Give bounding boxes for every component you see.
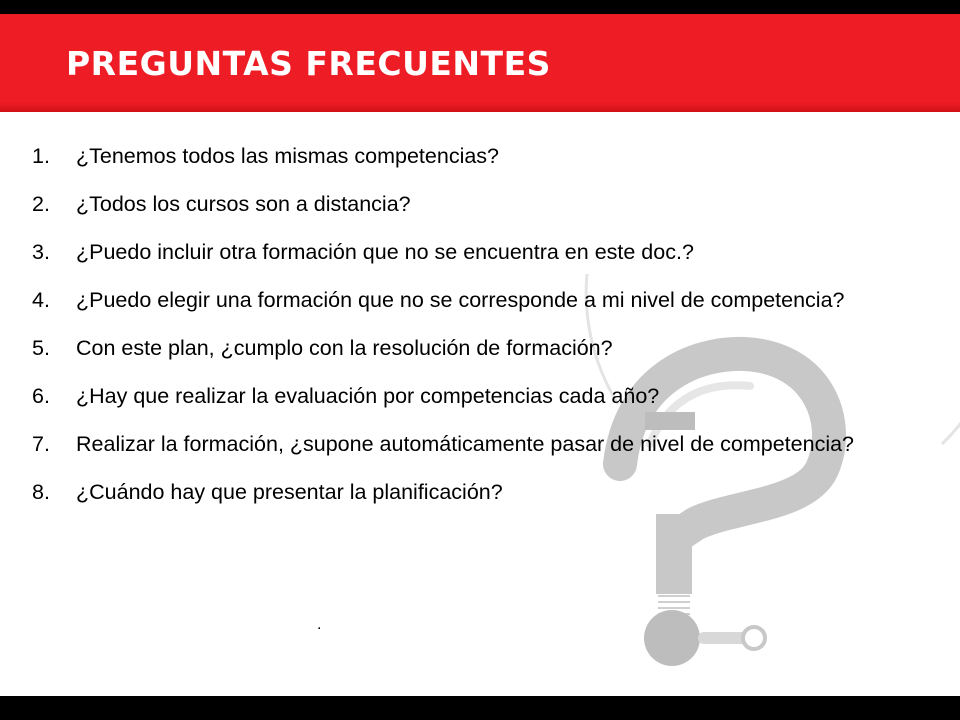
item-number: 7. <box>32 432 50 456</box>
list-item <box>32 420 912 468</box>
list-item <box>32 132 912 180</box>
list-item <box>32 372 912 420</box>
item-text: ¿Puedo elegir una formación que no se corresponde a mi nivel de competencia? <box>76 288 845 312</box>
item-text: ¿Todos los cursos son a distancia? <box>76 192 411 216</box>
faq-list <box>32 132 912 516</box>
item-number: 3. <box>32 240 50 264</box>
item-text: Realizar la formación, ¿supone automáticamente pasar de nivel de competencia? <box>76 432 855 456</box>
trailing-mark: . <box>317 616 322 633</box>
top-frame-bar <box>0 0 960 14</box>
watermark-rod <box>698 632 750 644</box>
item-text: ¿Tenemos todos las mismas competencias? <box>76 144 500 168</box>
list-item <box>32 228 912 276</box>
watermark-ring <box>743 627 765 649</box>
item-number: 6. <box>32 384 50 408</box>
list-item <box>32 276 912 324</box>
list-item <box>32 324 912 372</box>
bottom-frame-bar <box>0 696 960 720</box>
item-number: 1. <box>32 144 50 168</box>
header-shadow <box>0 102 960 112</box>
item-number: 5. <box>32 336 50 360</box>
item-number: 2. <box>32 192 50 216</box>
list-item <box>32 180 912 228</box>
slide <box>0 14 960 696</box>
item-number: 4. <box>32 288 50 312</box>
item-text: ¿Puedo incluir otra formación que no se encuentra en este doc.? <box>76 240 694 264</box>
item-text: ¿Cuándo hay que presentar la planificación? <box>76 480 503 504</box>
watermark-coil <box>658 596 690 614</box>
watermark-ball <box>644 610 700 666</box>
item-text: Con este plan, ¿cumplo con la resolución de formación? <box>76 336 613 360</box>
item-number: 8. <box>32 480 50 504</box>
watermark-stem <box>656 514 692 594</box>
item-text: ¿Hay que realizar la evaluación por competencias cada año? <box>76 384 660 408</box>
list-item <box>32 468 912 516</box>
page-title: PREGUNTAS FRECUENTES <box>66 44 551 83</box>
header-band <box>0 14 960 112</box>
